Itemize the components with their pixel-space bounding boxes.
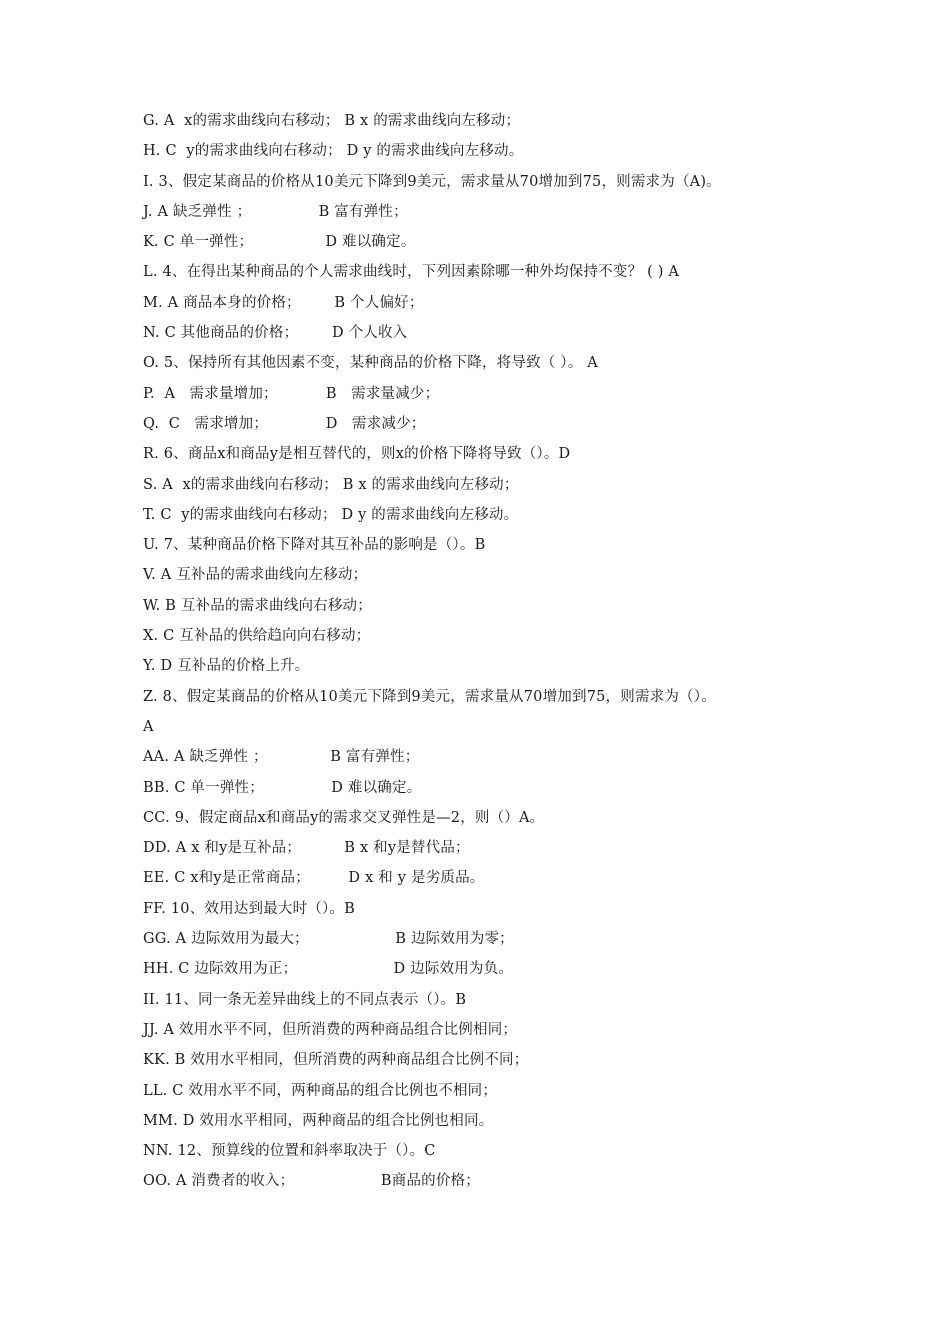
text-line: S. A x的需求曲线向右移动； B x 的需求曲线向左移动； — [143, 476, 519, 493]
text-line: M. A 商品本身的价格； B 个人偏好； — [143, 294, 424, 311]
text-line: KK. B 效用水平相同，但所消费的两种商品组合比例不同； — [143, 1052, 529, 1069]
text-line: J. A 缺乏弹性 ； B 富有弹性； — [143, 203, 408, 220]
text-line: Z. 8、假定某商品的价格从10美元下降到9美元，需求量从70增加到75，则需求为（）。 — [143, 688, 716, 705]
text-line: H. C y的需求曲线向右移动； D y 的需求曲线向左移动。 — [143, 143, 524, 160]
text-line: Q. C 需求增加； D 需求减少； — [143, 415, 426, 432]
text-line: U. 7、某种商品价格下降对其互补品的影响是（）。B — [143, 537, 486, 554]
text-line: L. 4、在得出某种商品的个人需求曲线时，下列因素除哪一种外均保持不变？ ( ) A — [143, 264, 680, 281]
text-line: R. 6、商品x和商品y是相互替代的，则x的价格下降将导致（）。D — [143, 446, 571, 463]
text-line: W. B 互补品的需求曲线向右移动； — [143, 597, 372, 614]
text-line: II. 11、同一条无差异曲线上的不同点表示（）。B — [143, 991, 467, 1008]
text-line: V. A 互补品的需求曲线向左移动； — [143, 567, 368, 584]
text-line: LL. C 效用水平不同，两种商品的组合比例也不相同； — [143, 1082, 498, 1099]
question-list — [143, 106, 863, 1197]
text-line: K. C 单一弹性； D 难以确定。 — [143, 234, 416, 251]
text-line: JJ. A 效用水平不同，但所消费的两种商品组合比例相同； — [143, 1021, 518, 1038]
text-line: G. A x的需求曲线向右移动； B x 的需求曲线向左移动； — [143, 113, 521, 129]
text-line: N. C 其他商品的价格； D 个人收入 — [143, 325, 408, 342]
text-line: NN. 12、预算线的位置和斜率取决于（）。C — [143, 1143, 436, 1160]
text-line: T. C y的需求曲线向右移动； D y 的需求曲线向左移动。 — [143, 506, 519, 523]
text-line: MM. D 效用水平相同，两种商品的组合比例也相同。 — [143, 1112, 494, 1129]
text-line: OO. A 消费者的收入； B商品的价格； — [143, 1173, 480, 1190]
text-line: GG. A 边际效用为最大； B 边际效用为零； — [143, 931, 514, 948]
text-line: BB. C 单一弹性； D 难以确定。 — [143, 779, 422, 796]
text-line: A — [143, 718, 154, 735]
text-line: X. C 互补品的供给趋向向右移动； — [143, 628, 371, 645]
text-line: O. 5、保持所有其他因素不变，某种商品的价格下降，将导致（ ）。 A — [143, 355, 598, 372]
text-line: HH. C 边际效用为正； D 边际效用为负。 — [143, 961, 514, 978]
text-line: I. 3、假定某商品的价格从10美元下降到9美元，需求量从70增加到75，则需求为（A)。 — [143, 173, 721, 190]
text-line: Y. D 互补品的价格上升。 — [143, 658, 310, 675]
text-line: EE. C x和y是正常商品； D x 和 y 是劣质品。 — [143, 870, 485, 887]
text-line: FF. 10、效用达到最大时（）。B — [143, 900, 356, 917]
text-line: AA. A 缺乏弹性 ； B 富有弹性； — [143, 749, 420, 766]
text-line: P. A 需求量增加； B 需求量减少； — [143, 385, 440, 402]
text-line: DD. A x 和y是互补品； B x 和y是替代品； — [143, 840, 470, 857]
text-line: CC. 9、假定商品x和商品y的需求交叉弹性是—2，则（）A。 — [143, 809, 545, 826]
